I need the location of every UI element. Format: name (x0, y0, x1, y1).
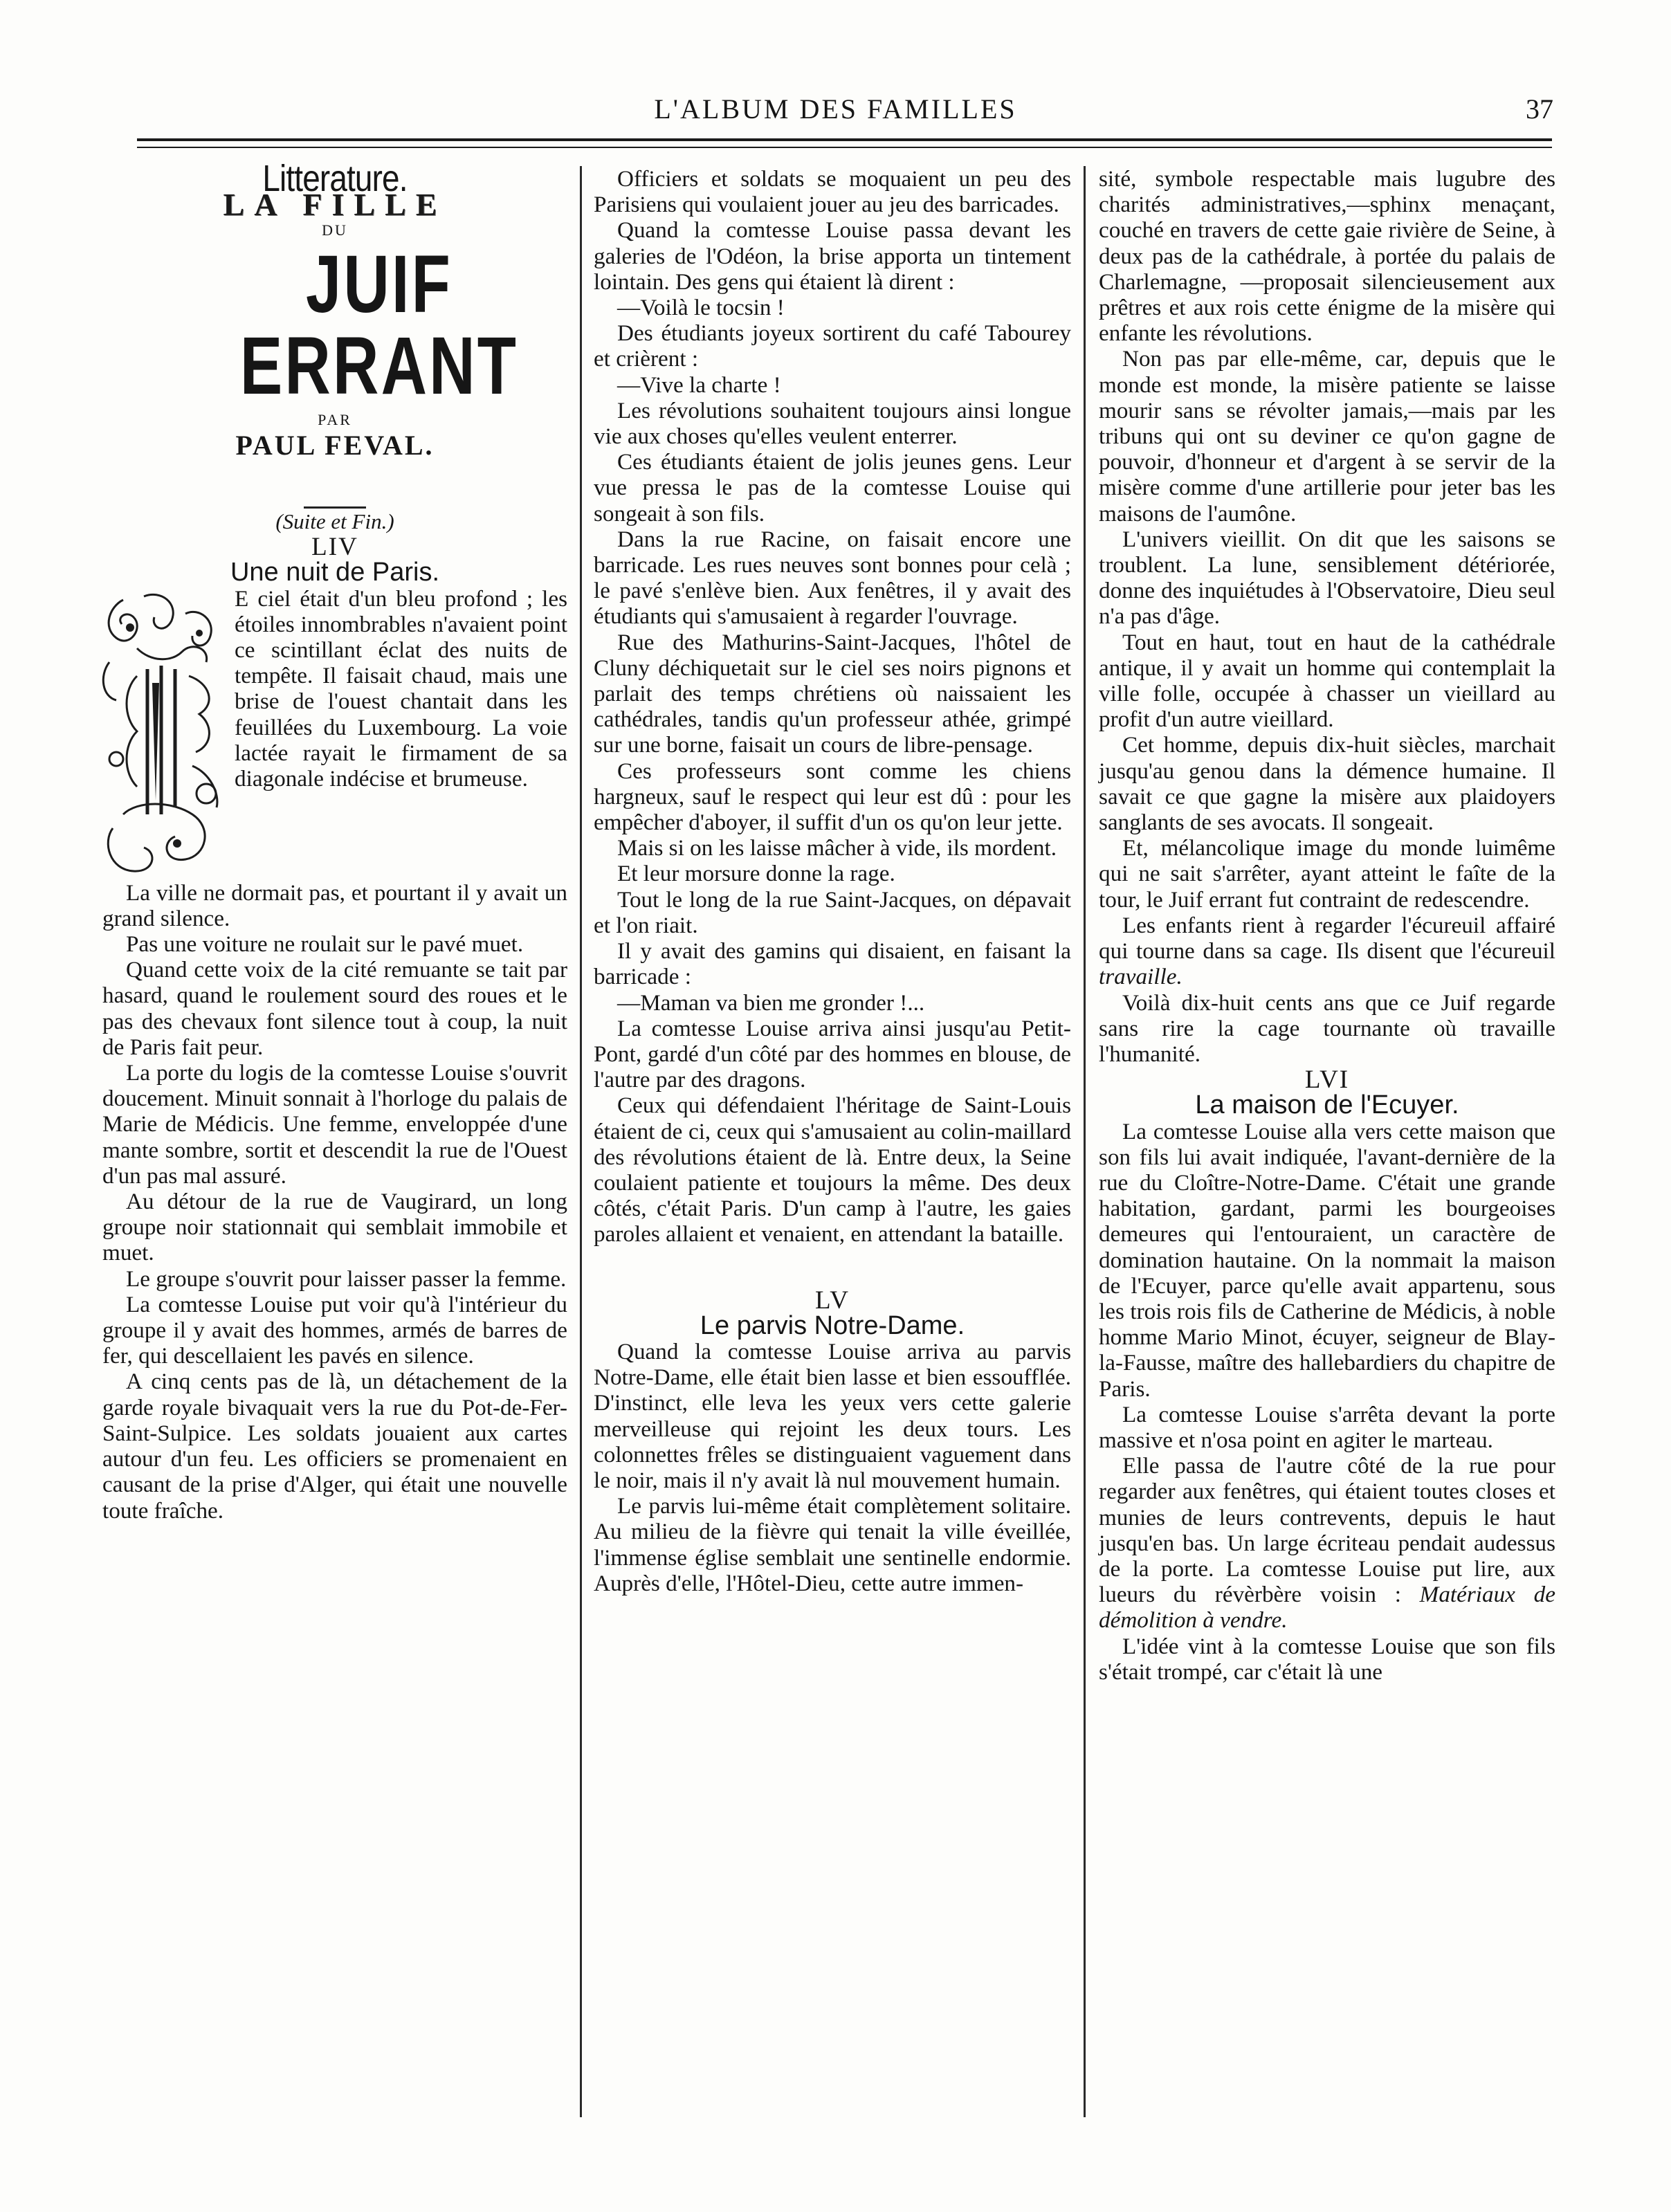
paragraph: La comtesse Louise arriva ainsi jusqu'au Petit-Pont, gardé d'un côté par des hommes en blouse, de l'autre par des dragons. (594, 1015, 1071, 1093)
novel-title-line1: LA FILLE (223, 187, 447, 223)
paragraph: Des étudiants joyeux sortirent du café Tabourey et crièrent : (594, 320, 1071, 372)
paragraph: Non pas par elle-même, car, depuis que le monde est monde, la misère patiente se laisse mourir sans se révolter jamais,—mais par les tribuns qui ont su deviner ce qu'on gagne de pouvoir, d'honneur et d'argent à se servir de la misère comme d'une artillerie pour jeter bas les maisons de l'aumône. (1099, 346, 1555, 527)
paragraph: Le parvis lui-même était complètement solitaire. Au milieu de la fièvre qui tenait la ville éveillée, l'immense église semblait une sentinelle endormie. Auprès d'elle, l'Hôtel-Dieu, cette autre immen- (594, 1493, 1071, 1596)
paragraph: La ville ne dormait pas, et pourtant il y avait un grand silence. (102, 879, 567, 931)
paragraph: La comtesse Louise s'arrêta devant la porte massive et n'osa point en agiter le marteau. (1099, 1401, 1555, 1453)
paragraph (1099, 1453, 1555, 1633)
paragraph: Ces professeurs sont comme les chiens hargneux, sauf le respect qui leur est dû : pour les empêcher d'aboyer, il suffit d'un os qu'on leur jette. (594, 758, 1071, 836)
ornamental-initial-l-icon (95, 586, 230, 880)
chapter-title-lv: Le parvis Notre-Dame. (700, 1310, 965, 1340)
dialogue-line: —Voilà le tocsin ! (617, 295, 785, 321)
paragraph: Quand cette voix de la cité remuante se tait par hasard, quand le roulement sourd des roues et le pas des chevaux font silence tout à coup, la nuit de Paris fait peur. (102, 957, 567, 1060)
paragraph: Cet homme, depuis dix-huit siècles, marchait jusqu'au genou dans la démence humaine. Il savait ce que gagne la misère aux plaidoyers sanglants de ses avocats. Il songeait. (1099, 732, 1555, 836)
paragraph-text: Les enfants rient à regarder l'écureuil affairé qui tourne dans sa cage. Ils disent que l'écureuil (1099, 912, 1555, 965)
paragraph: Au détour de la rue de Vaugirard, un long groupe noir stationnait qui semblait immobile et muet. (102, 1189, 567, 1266)
paragraph: La comtesse Louise alla vers cette maison que son fils lui avait indiquée, l'avant-dernière de la rue du Cloître-Notre-Dame. C'était une grande habitation, gardant, parmi les bourgeoises demeures qui l'entouraient, un caractère de domination hautaine. On la nommait la maison de l'Ecuyer, parce qu'elle avait appartenu, sous les trois rois fils de Catherine de Médicis, à noble homme Mario Minot, écuyer, seigneur de Blay-la-Fausse, maître des hallebardiers du chapitre de Paris. (1099, 1118, 1555, 1402)
paragraph: Ceux qui défendaient l'héritage de Saint-Louis étaient de ci, ceux qui s'amusaient au colin-maillard des révolutions étaient de là. Entre deux, la Seine coulaient patiente et toujours la même. Des deux côtés, c'était Paris. D'un camp à l'autre, les gaies paroles allaient et venaient, en attendant la bataille. (594, 1093, 1071, 1247)
paragraph: Mais si on les laisse mâcher à vide, ils mordent. (617, 835, 1057, 861)
paragraph (1099, 913, 1555, 990)
chapter-liv-opening: E ciel était d'un bleu profond ; les étoiles innombrables n'avaient point ce scintillant éclat des nuits de tempête. Il faisait chaud, mais une brise de l'ouest chantait dans les feuillées du Luxembourg. La voie lactée rayait le firmament de sa diagonale indécise et brumeuse. (235, 585, 567, 792)
sign-text: Matériaux de démolition à vendre. (1099, 1582, 1555, 1634)
paragraph: La comtesse Louise put voir qu'à l'intérieur du groupe il y avait des hommes, armés de barres de fer, qui descellaient les pavés en silence. (102, 1291, 567, 1369)
paragraph: A cinq cents pas de là, un détachement de la garde royale bivaquait vers la rue du Pot-de-Fer-Saint-Sulpice. Les soldats jouaient aux cartes autour d'un feu. Les officiers se promenaient en causant de la prise d'Alger, qui était une nouvelle toute fraîche. (102, 1369, 567, 1524)
paragraph: Et, mélancolique image du monde luimême qui ne sait s'arrêter, ayant atteint le faîte de la tour, le Juif errant fut contraint de redescendre. (1099, 835, 1555, 913)
byline-par: PAR (318, 410, 352, 428)
column-divider-1 (580, 166, 582, 2117)
paragraph: Et leur morsure donne la rage. (617, 861, 895, 887)
paragraph: Quand la comtesse Louise arriva au parvis Notre-Dame, elle était bien lasse et bien essoufflée. D'instinct, elle leva les yeux vers cette galerie merveilleuse qui rejoint les deux tours. Les colonnettes frêles se distinguaient vaguement dans le noir, mais il n'y avait là nul mouvement humain. (594, 1338, 1071, 1493)
paragraph: Les révolutions souhaitent toujours ainsi longue vie aux choses qu'elles veulent enterrer. (594, 397, 1071, 450)
chapter-number-liv: LIV (311, 533, 358, 562)
journal-title: L'ALBUM DES FAMILLES (654, 93, 1017, 125)
running-head (0, 93, 1671, 134)
suite-note: (Suite et Fin.) (275, 509, 394, 534)
column-divider-2 (1084, 166, 1086, 2117)
column-3 (1099, 166, 1555, 1685)
paragraph: Tout le long de la rue Saint-Jacques, on dépavait et l'on riait. (594, 886, 1071, 938)
paragraph: Dans la rue Racine, on faisait encore une barricade. Les rues neuves sont bonnes pour celà ; le pavé s'enlève bien. Aux fenêtres, il y avait des étudiants qui s'amusaient à regarder l'ouvrage. (594, 526, 1071, 630)
column-2 (594, 166, 1071, 1596)
italic-word: travaille. (1099, 964, 1183, 990)
paragraph-text: Elle passa de l'autre côté de la rue pour regarder aux fenêtres, qui étaient toutes closes et munies de leurs contrevents, depuis le haut jusqu'en bas. Un large écriteau pendait audessus de la porte. La comtesse Louise put lire, aux lueurs du révèrbère voisin : (1099, 1453, 1555, 1608)
author-name: PAUL FEVAL. (235, 429, 435, 461)
dialogue-line: —Vive la charte ! (617, 372, 781, 398)
chapter-title-liv: Une nuit de Paris. (230, 558, 440, 587)
paragraph: Officiers et soldats se moquaient un peu des Parisiens qui voulaient jouer au jeu des barricades. (594, 166, 1071, 218)
paragraph: Quand la comtesse Louise passa devant les galeries de l'Odéon, la brise apporta un tintement lointain. Des gens qui étaient là dirent : (594, 217, 1071, 295)
paragraph: Ces étudiants étaient de jolis jeunes gens. Leur vue pressa le pas de la comtesse Louise qui songeait à son fils. (594, 449, 1071, 527)
chapter-number-lv: LV (815, 1286, 850, 1315)
paragraph: sité, symbole respectable mais lugubre des charités administratives,—sphinx menaçant, couché en travers de cette gaie rivière de Seine, à deux pas de la cathédrale, à portée du palais de Charlemagne, —proposait silencieusement aux prêtres et aux rois cette énigme de la misère qui enfante les révolutions. (1099, 166, 1555, 347)
paragraph: Il y avait des gamins qui disaient, en faisant la barricade : (594, 938, 1071, 990)
header-rule-bottom (137, 147, 1552, 148)
paragraph: Voilà dix-huit cents ans que ce Juif regarde sans rire la cage tournante où travaille l'humanité. (1099, 989, 1555, 1067)
dialogue-line: —Maman va bien me gronder !... (617, 989, 925, 1016)
paragraph: Tout en haut, tout en haut de la cathédrale antique, il y avait un homme qui contemplait la ville folle, occupée à chasser un vieillard au profit d'un autre vieillard. (1099, 629, 1555, 733)
page-number: 37 (1526, 93, 1553, 125)
paragraph: Rue des Mathurins-Saint-Jacques, l'hôtel de Cluny déchiquetait sur le ciel ses noirs pignons et parlait des temps chrétiens où naissaient les cathédrales, tandis qu'un professeur athée, grimpé sur une borne, faisait un cours de libre-pensage. (594, 629, 1071, 758)
chapter-title-lvi: La maison de l'Ecuyer. (1195, 1090, 1459, 1120)
paragraph: L'idée vint à la comtesse Louise que son fils s'était trompé, car c'était là une (1099, 1633, 1555, 1685)
paragraph: Le groupe s'ouvrit pour laisser passer la femme. (126, 1265, 567, 1292)
column-1 (102, 158, 567, 1524)
header-rule-top (137, 138, 1552, 141)
paragraph: L'univers vieillit. On dit que les saisons se troublent. La lune, sensiblement détériorée, donne des inquiétudes à l'Observatoire, Dieu seul n'a pas d'âge. (1099, 526, 1555, 630)
paragraph: La porte du logis de la comtesse Louise s'ouvrit doucement. Minuit sonnait à l'horloge du palais de Marie de Médicis. Une femme, enveloppée d'une mante sombre, sortit et descendit la rue de l'Ouest d'un pas mal assuré. (102, 1060, 567, 1189)
paragraph: Pas une voiture ne roulait sur le pavé muet. (126, 931, 524, 958)
novel-title-du: DU (322, 221, 348, 239)
chapter-number-lvi: LVI (1304, 1066, 1350, 1095)
novel-title-line2: JUIF ERRANT (239, 238, 519, 412)
section-heading: Litterature. (262, 158, 408, 199)
